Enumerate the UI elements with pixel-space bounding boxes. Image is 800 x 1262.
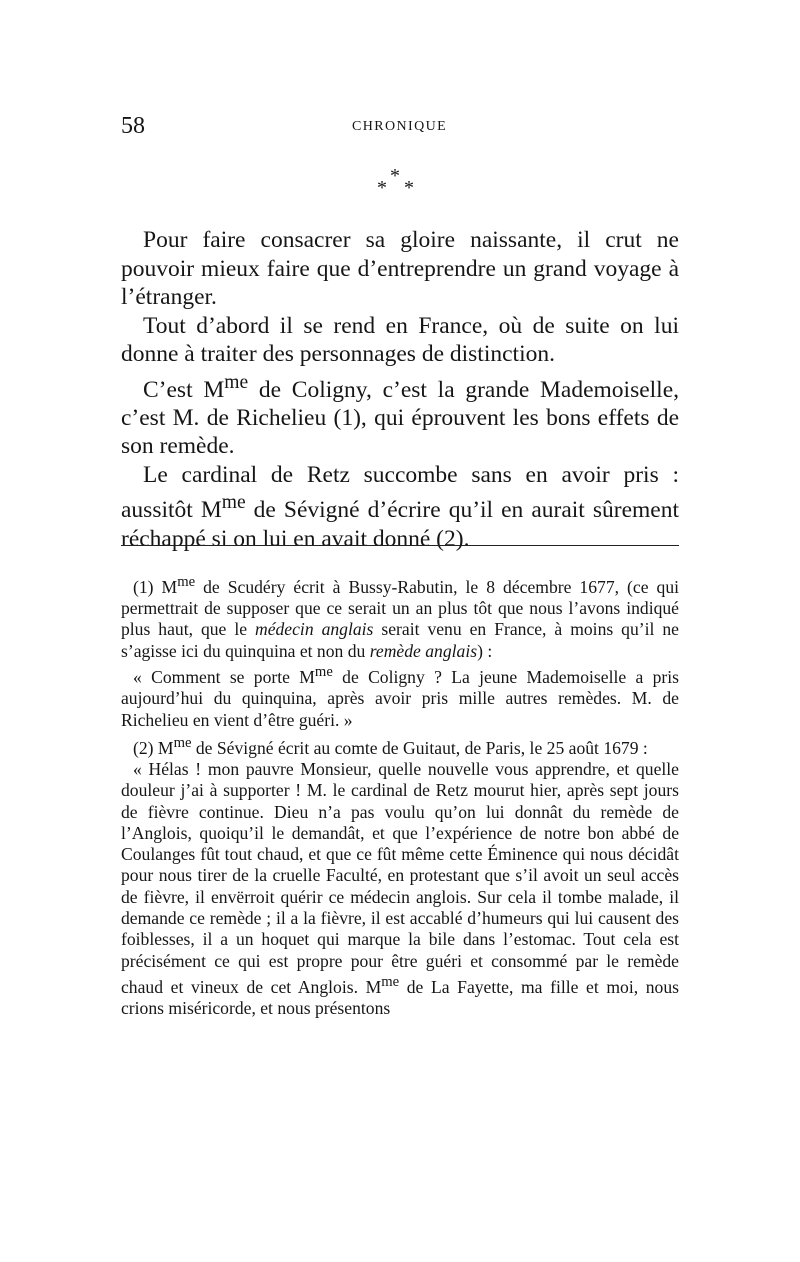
superscript-abbrev: me xyxy=(224,371,249,393)
footnote-1-quote xyxy=(121,662,679,731)
footnote-2 xyxy=(121,733,679,759)
superscript-abbrev: me xyxy=(173,734,192,751)
footnote-text: de La Fayette, ma fille et moi, nous crions miséricorde, et nous présentons xyxy=(121,976,679,1019)
paragraph-3 xyxy=(121,369,679,461)
paragraph-2 xyxy=(121,312,679,369)
footnote-text: serait venu en France, à moins qu’il ne s’agisse ici du quinquina et non du xyxy=(121,619,679,661)
footnote-text: de Scudéry écrit à Bussy-Rabutin, le 8 décembre 1677, (ce qui permettrait de supposer que ce serait un an plus tôt que nous l’avons indiqué plus haut, que le xyxy=(121,576,680,640)
footnote-text: « Comment se porte M xyxy=(133,666,315,687)
asterism-top-star: * xyxy=(390,165,400,187)
paragraph-text-start: C’est M xyxy=(143,376,225,403)
paragraph-text-end: de Coligny, c’est la grande Mademoiselle, c’est M. de Richelieu (1), qui éprouvent les bons effets de son remède. xyxy=(121,376,680,460)
paragraph-text-start: Le cardinal de Retz succombe sans en avoir pris : aussitôt M xyxy=(121,461,679,524)
footnote-text: (2) M xyxy=(133,737,174,758)
section-asterism xyxy=(340,166,440,200)
italic-phrase: remède anglais xyxy=(369,640,478,661)
footnote-text: de Coligny ? La jeune Mademoiselle a pris aujourd’hui du quinquina, après avoir pris mille autres remèdes. M. de Richelieu en vient d’être guéri. » xyxy=(121,666,679,730)
footnote-text: (1) M xyxy=(133,576,178,597)
paragraph-1 xyxy=(121,226,679,312)
superscript-abbrev: me xyxy=(221,492,246,514)
paragraph-text-end: de Sévigné d’écrire qu’il en aurait sûrement réchappé si on lui en avait donné (2). xyxy=(121,497,679,552)
footnote-separator xyxy=(121,545,679,546)
footnote-1 xyxy=(121,572,679,662)
asterism-right-star: * xyxy=(404,177,414,199)
main-text xyxy=(121,226,679,553)
running-header xyxy=(121,112,679,140)
paragraph-text: Tout d’abord il se rend en France, où de suite on lui donne à traiter des personnages de distinction. xyxy=(121,312,679,367)
superscript-abbrev: me xyxy=(381,973,400,990)
paragraph-text: Pour faire consacrer sa gloire naissante, il crut ne pouvoir mieux faire que d’entreprendre un grand voyage à l’étranger. xyxy=(121,227,679,310)
footnote-2-quote xyxy=(121,759,679,1019)
footnote-text: « Hélas ! mon pauvre Monsieur, quelle nouvelle vous apprendre, et quelle douleur j’ai à supporter ! M. le cardinal de Retz mourut hier, après sept jours de fièvre continue. Dieu n’a pas voulu qu’on lui donnât du remède de l’Anglois, quoiqu’il le demandât, et que l’expérience de notre bon abbé de Coulanges fût tout chaud, et que ce fût même cette Éminence qui nous décidât pour nous tirer de la cruelle Faculté, en protestant que s’il avoit un seul accès de fièvre, il envërroit quérir ce médecin anglois. Sur cela il tombe malade, il demande ce remède ; il a la fièvre, il est accablé d’humeurs qui lui causent des foiblesses, il a un hoquet qui marque la bile dans l’estomac. Tout cela est précisément ce qui est propre pour être guéri et consommé par le remède chaud et vineux de cet Anglois. M xyxy=(121,758,679,997)
superscript-abbrev: me xyxy=(177,574,196,590)
superscript-abbrev: me xyxy=(314,664,333,681)
page-number: 58 xyxy=(121,113,145,139)
paragraph-4 xyxy=(121,461,679,553)
footnote-text: de Sévigné écrit au comte de Guitaut, de Paris, le 25 août 1679 : xyxy=(191,737,648,758)
italic-phrase: médecin anglais xyxy=(255,619,374,640)
footnote-text: ) : xyxy=(477,640,493,661)
asterism-left-star: * xyxy=(377,177,387,199)
footnotes xyxy=(121,572,679,1019)
running-title: CHRONIQUE xyxy=(352,119,448,134)
